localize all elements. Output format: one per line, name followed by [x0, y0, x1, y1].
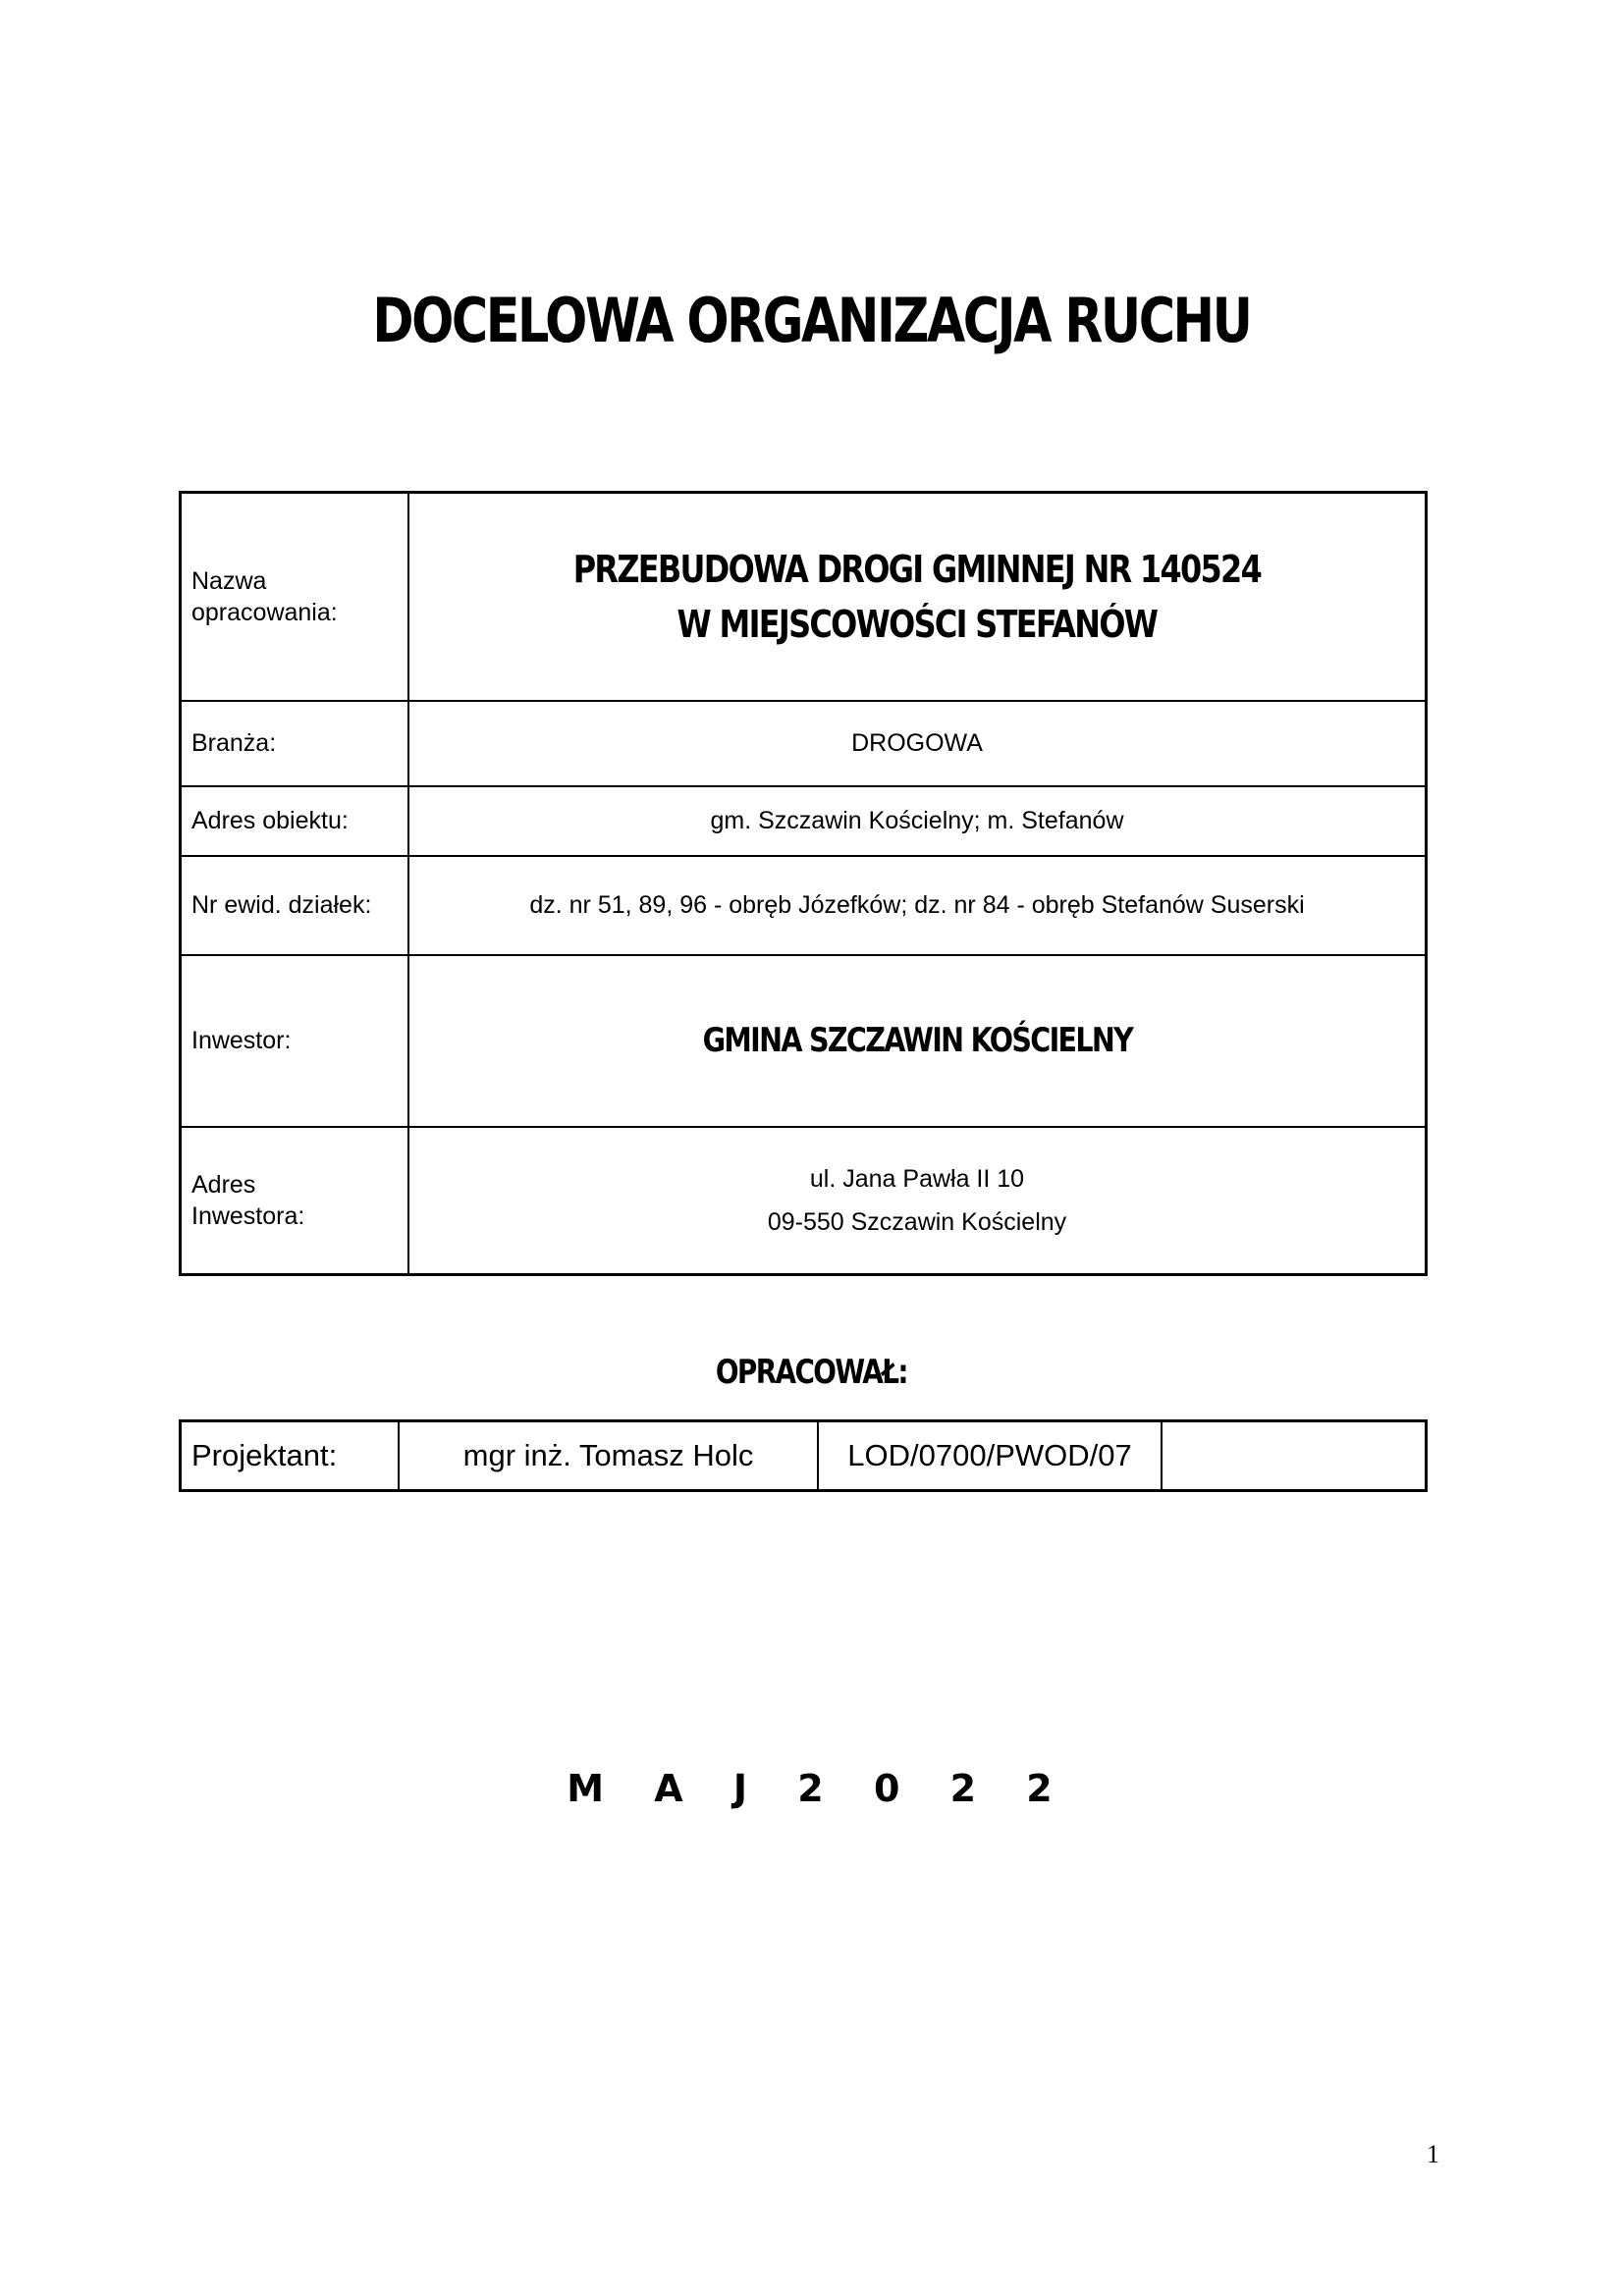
author-name: mgr inż. Tomasz Holc [399, 1421, 818, 1491]
investor-address-label-line1: Adres [191, 1170, 256, 1199]
object-address-label: Adres obiektu: [181, 786, 409, 856]
investor-row [181, 955, 1427, 1127]
project-info-table [179, 491, 1428, 1276]
author-table [179, 1419, 1428, 1492]
investor-value: GMINA SZCZAWIN KOŚCIELNY [702, 1021, 1132, 1060]
project-name-line1: PRZEBUDOWA DROGI GMINNEJ NR 140524 [572, 547, 1262, 591]
authored-by-heading: OPRACOWAŁ: [715, 1353, 907, 1392]
branch-row [181, 701, 1427, 786]
investor-value-cell [408, 955, 1427, 1127]
investor-label: Inwestor: [181, 955, 409, 1127]
author-row [181, 1421, 1427, 1491]
project-name-line2: W MIEJSCOWOŚCI STEFANÓW [676, 602, 1158, 646]
branch-label: Branża: [181, 701, 409, 786]
project-name-cell [408, 493, 1427, 701]
document-title: DOCELOWA ORGANIZACJA RUCHU [372, 285, 1251, 356]
investor-address-label [181, 1127, 409, 1275]
object-address-row [181, 786, 1427, 856]
document-date: M A J 2 0 2 2 [567, 1767, 1056, 1810]
plots-value: dz. nr 51, 89, 96 - obręb Józefków; dz. nr 84 - obręb Stefanów Suserski [408, 856, 1427, 955]
page-number: 1 [1427, 2140, 1439, 2168]
author-license: LOD/0700/PWOD/07 [818, 1421, 1162, 1491]
author-role: Projektant: [181, 1421, 400, 1491]
author-signature-cell [1162, 1421, 1427, 1491]
plots-label: Nr ewid. działek: [181, 856, 409, 955]
plots-row [181, 856, 1427, 955]
investor-address-value [408, 1127, 1427, 1275]
project-name-row [181, 493, 1427, 701]
investor-address-row [181, 1127, 1427, 1275]
investor-address-line1: ul. Jana Pawła II 10 [809, 1164, 1025, 1193]
project-name-label: Nazwa opracowania: [181, 493, 409, 701]
object-address-value: gm. Szczawin Kościelny; m. Stefanów [408, 786, 1427, 856]
branch-value: DROGOWA [408, 701, 1427, 786]
investor-address-label-line2: Inwestora: [191, 1201, 305, 1230]
investor-address-line2: 09-550 Szczawin Kościelny [767, 1207, 1067, 1236]
